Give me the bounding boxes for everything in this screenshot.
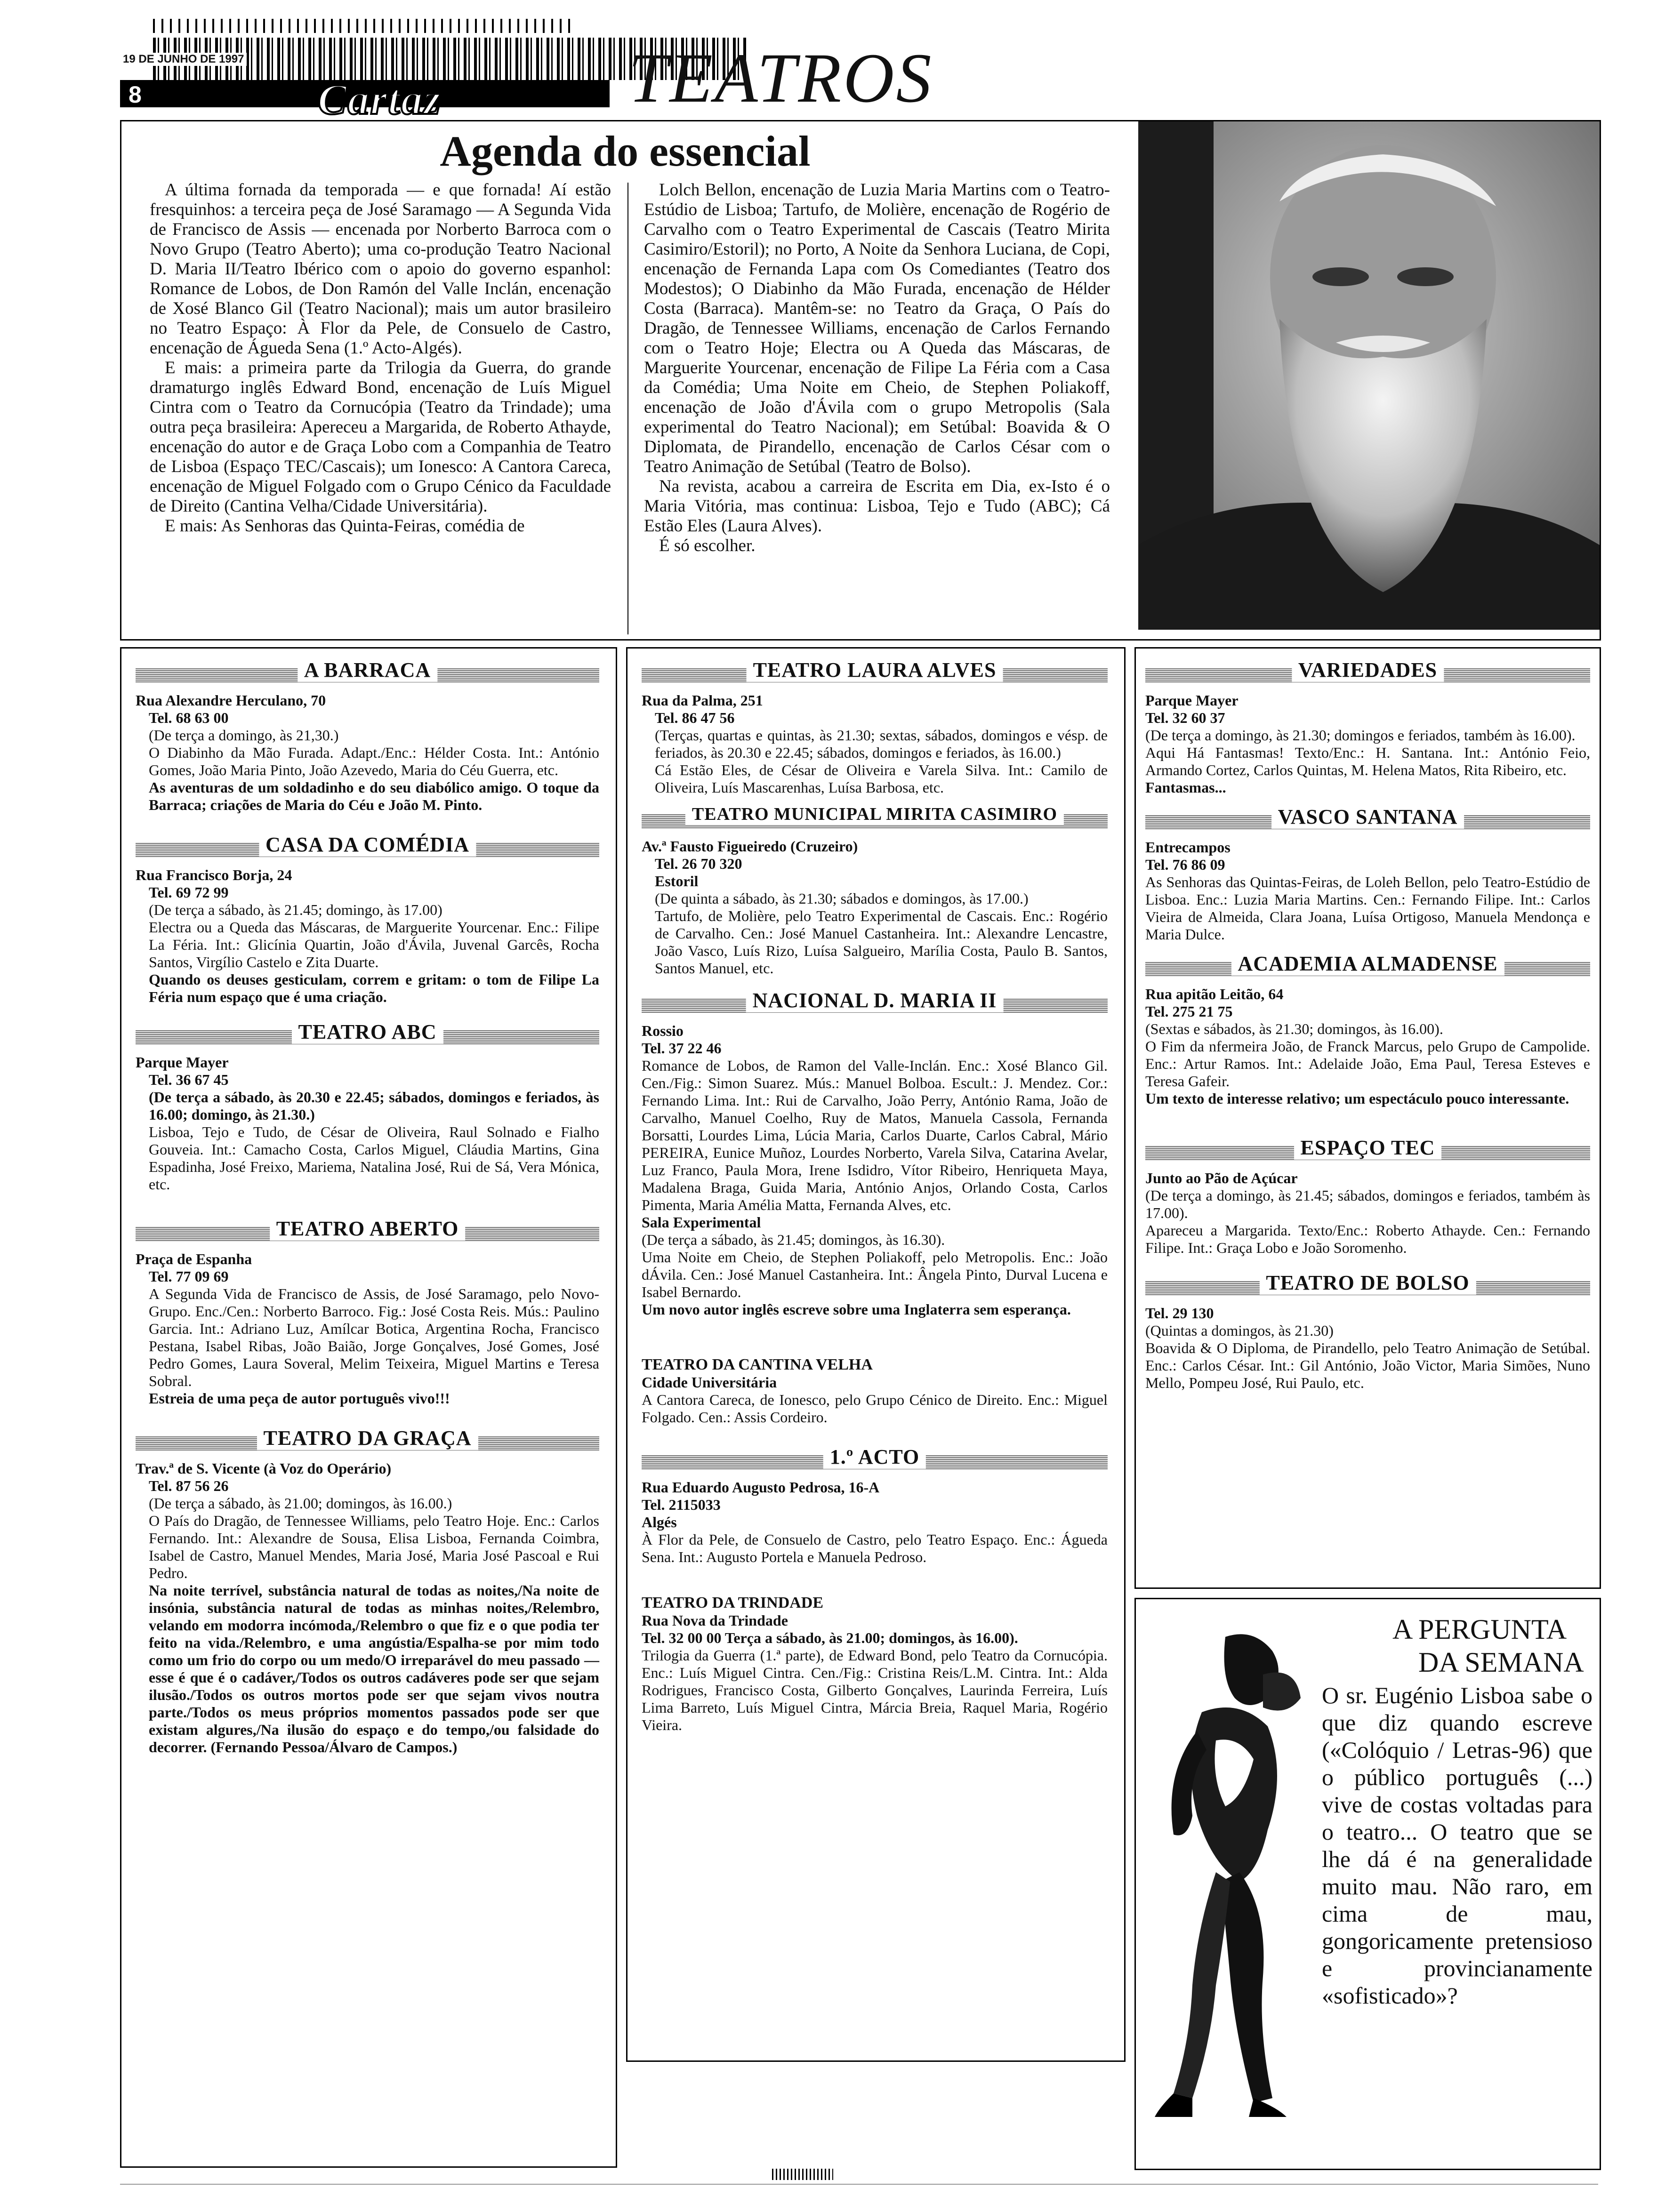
critic-note: Estreia de uma peça de autor português vivo!!!	[149, 1390, 450, 1407]
play-info: O Diabinho da Mão Furada. Adapt./Enc.: Hélder Costa. Int.: António Gomes, João Maria Pinto, João Azevedo, Maria do Céu Guerra, etc.	[149, 744, 599, 778]
venue-phone: Tel. 29 130	[1145, 1305, 1214, 1322]
venue-address: Trav.ª de S. Vicente (à Voz do Operário)	[136, 1460, 392, 1477]
listing-column-right	[1134, 647, 1601, 1589]
column-divider	[627, 183, 628, 634]
venue-header	[642, 658, 1108, 688]
listing-column-left	[120, 647, 617, 2168]
play-info: Romance de Lobos, de Ramon del Valle-Inclán. Enc.: Xosé Blanco Gil. Cen./Fig.: Simon Suarez. Mús.: Manuel Bolboa. Escult.: J. Mendez. Cor.: Fernando Lima. Int.: Rui de Carvalho, João Perry, António Rama, João de Carvalho, Manuel Coelho, Ruy de Matos, Manuela Cassola, Fernanda Borsatti, Lourdes Lima, Lúcia Maria, Carlos Duarte, Carlos Cabral, Mário PEREIRA, Eunice Muñoz, Lourdes Norberto, Varela Silva, Catarina Avelar, Luz Franco, Paula Mora, Irene Isdidro, Vítor Ribeiro, Henriqueta Maya, Madalena Braga, Guida Maria, António Anjos, Orlando Costa, Carlos Pimenta, Maria Amélia Matta, Fernanda Alves, etc.	[642, 1057, 1108, 1213]
author-portrait-photo	[1138, 121, 1600, 630]
venue-header	[1145, 1136, 1590, 1166]
play-info: Aqui Há Fantasmas! Texto/Enc.: H. Santana. Int.: António Feio, Armando Cortez, Carlos Quintas, M. Helena Matos, Rita Ribeiro, etc.	[1145, 744, 1590, 778]
play-info: As Senhoras das Quintas-Feiras, de Loleh Bellon, pelo Teatro-Estúdio de Lisboa. Enc.: Luzia Maria Martins. Cen.: Fernando Filipe. Int.: Carlos Vieira de Almeida, Clara Joana, Luísa Ortigoso, Manuela Mendonça e Maria Dulce.	[1145, 874, 1590, 943]
paragraph: Lolch Bellon, encenação de Luzia Maria Martins com o Teatro-Estúdio de Lisboa; Tartufo, de Molière, encenação de Rogério de Carvalho com o Teatro Experimental de Cascais (Teatro Mirita Casimiro/Estoril); no Porto, A Noite da Senhora Luciana, de Copi, encenação de Fernanda Lapa com Os Comediantes (Teatro dos Modestos); O Diabinho da Mão Furada, encenação de Hélder Costa (Barraca). Mantêm-se: no Teatro da Graça, O País do Dragão, de Tennessee Williams, encenação de Carlos Fernando com o Teatro Hoje; Electra ou A Queda das Máscaras, de Marguerite Yourcenar, encenação de Filipe La Féria com a Casa da Comédia; Uma Noite em Cheio, de Stephen Poliakoff, encenação de João d'Ávila com o grupo Metropolis (Sala experimental do Teatro Nacional); em Setúbal: Boavida & O Diplomata, de Pirandello, encenação de Carlos César com o Teatro Animação de Setúbal (Teatro de Bolso).	[644, 180, 1110, 476]
critic-note: Quando os deuses gesticulam, correm e gritam: o tom de Filipe La Féria num espaço que é uma criação.	[149, 971, 599, 1005]
question-title-line2: DA SEMANA	[1418, 1647, 1584, 1678]
play-info: Boavida & O Diploma, de Pirandello, pelo Teatro Animação de Setúbal. Enc.: Carlos César. Int.: Gil António, João Victor, Maria Simões, Nuno Mello, Pompeu José, Rui Paulo, etc.	[1145, 1339, 1590, 1391]
cartaz-logo: Cartaz	[318, 75, 442, 123]
play-info: A Segunda Vida de Francisco de Assis, de José Saramago, pelo Novo-Grupo. Enc./Cen.: Norberto Barroco. Fig.: José Costa Reis. Mús.: Paulino Garcia. Int.: Adriano Luz, Amílcar Botica, Argentina Rocha, Francisco Pestana, Isabel Ribas, João Baião, Jorge Gonçalves, José Gomes, José Pedro Gomes, Laura Soveral, Melim Teixeira, Miguel Martins e Teresa Sobral.	[149, 1285, 599, 1389]
venue-city: Algés	[642, 1514, 677, 1531]
play-info: Lisboa, Tejo e Tudo, de César de Oliveira, Raul Solnado e Fialho Gouveia. Int.: Camacho Costa, Carlos Miguel, Cláudia Martins, Gina Espadinha, José Freixo, Mariema, Natalina José, Rui de Sá, Vera Mónica, etc.	[149, 1123, 599, 1193]
venue-phone: Tel. 275 21 75	[1145, 1003, 1233, 1020]
venue-header	[642, 988, 1108, 1018]
venue-phone: Tel. 86 47 56	[655, 709, 735, 726]
critic-note: Um novo autor inglês escreve sobre uma Inglaterra sem esperança.	[642, 1301, 1071, 1318]
critic-note: Um texto de interesse relativo; um espectáculo pouco interessante.	[1145, 1090, 1569, 1107]
critic-note: As aventuras de um soldadinho e do seu diabólico amigo. O toque da Barraca; criações de Maria do Céu e João M. Pinto.	[149, 779, 599, 813]
venue-name: TEATRO DA GRAÇA	[257, 1426, 478, 1450]
venue-hours: (Terças, quartas e quintas, às 21.30; sextas, sábados, domingos e vésp. de feriados, às 20.30 e 22.45; sábados, domingos e feriados, às 16.00.)	[655, 727, 1108, 761]
question-title-line1: A PERGUNTA	[1392, 1614, 1567, 1645]
venue-hours: (Quintas a domingos, às 21.30)	[1145, 1322, 1334, 1339]
venue-name: A BARRACA	[298, 658, 437, 682]
article-headline: Agenda do essencial	[440, 127, 811, 175]
venue-header	[136, 833, 599, 863]
venue-address: Cidade Universitária	[642, 1374, 777, 1391]
venue-header	[1145, 1271, 1590, 1301]
venue-address: Entrecampos	[1145, 839, 1231, 856]
paragraph: E mais: As Senhoras das Quinta-Feiras, comédia de	[165, 516, 525, 536]
venue-name: ESPAÇO TEC	[1294, 1136, 1442, 1160]
venue-name: TEATRO ABC	[291, 1020, 443, 1044]
article-column-2	[644, 180, 1110, 556]
critic-note: Na noite terrível, substância natural de todas as noites,/Na noite de insónia, substância natural de todas as minhas noites,/Relembro, velando em modorra incómoda,/Relembro o que fiz e o que podia ter feito na vida./Relembro, e uma angústia/Espalha-se por mim todo como um frio do corpo ou um medo/O irreparável do meu passado — esse é que é o cadáver,/Todos os outros cadáveres pode ser que sejam ilusão./Todos os outros mortos pode ser que sejam vivos noutra parte./Todos os meus próprios momentos passados pode ser que existam algures,/Na ilusão do espaço e do tempo,/ou falsidade do decorrer. (Fernando Pessoa/Álvaro de Campos.)	[149, 1582, 599, 1755]
venue-phone: Tel. 36 67 45	[149, 1071, 229, 1088]
venue-name: TEATRO DE BOLSO	[1259, 1271, 1476, 1295]
masthead-pattern	[153, 19, 577, 33]
venue-hours: (De terça a sábado, às 21.00; domingos, às 16.00.)	[149, 1495, 452, 1512]
venue-address: Praça de Espanha	[136, 1250, 252, 1267]
venue-phone: Tel. 2115033	[642, 1496, 721, 1513]
venue-address: Rua da Palma, 251	[642, 692, 763, 709]
venue-name: TEATRO LAURA ALVES	[747, 658, 1003, 682]
paragraph: É só escolher.	[659, 536, 756, 555]
sala-play-info: Uma Noite em Cheio, de Stephen Poliakoff, pelo Metropolis. Enc.: João dÁvila. Cen.: José Manuel Castanheira. Int.: Ângela Pinto, Durval Lucena e Isabel Bernardo.	[642, 1249, 1108, 1300]
venue-name: ACADEMIA ALMADENSE	[1231, 952, 1504, 976]
footer-ornament	[772, 2169, 833, 2180]
question-of-the-week	[1134, 1598, 1601, 2170]
venue-hours: (De terça a domingo, às 21,30.)	[149, 727, 339, 744]
venue-hours: (De terça a domingo, às 21.45; sábados, domingos e feriados, também às 17.00).	[1145, 1187, 1590, 1221]
venue-phone: Tel. 26 70 320	[655, 855, 742, 872]
venue-phone: Tel. 32 60 37	[1145, 709, 1225, 726]
question-text: O sr. Eugénio Lisboa sabe o que diz quando escreve («Colóquio / Letras-96) que o público português (...) vive de costas voltadas para o teatro... O teatro que se lhe dá é na generalidade muito mau. Não raro, em cima de mau, gongoricamente pretensioso e provincianamente «sofisticado»?	[1322, 1682, 1593, 2009]
venue-header	[1145, 805, 1590, 835]
venue-address: Junto ao Pão de Açúcar	[1145, 1170, 1298, 1186]
play-info: O Fim da nfermeira João, de Franck Marcus, pelo Grupo de Campolide. Enc.: Artur Ramos. Int.: Adelaide João, Ema Paul, Teresa Esteves e Teresa Gafeir.	[1145, 1038, 1590, 1090]
venue-name: TEATRO ABERTO	[270, 1217, 466, 1241]
venue-name: NACIONAL D. MARIA II	[746, 988, 1004, 1012]
sala-name: Sala Experimental	[642, 1214, 761, 1231]
sala-hours: (De terça a sábado, às 21.45; domingos, às 16.30).	[642, 1231, 945, 1248]
venue-address: Parque Mayer	[1145, 692, 1239, 709]
listing-stack	[136, 653, 599, 1756]
masked-figure-illustration	[1145, 1618, 1315, 2126]
paragraph: A última fornada da temporada — e que fornada! Aí estão fresquinhos: a terceira peça de José Saramago — A Segunda Vida de Francisco de Assis — encenada por Norberto Barroca com o Novo Grupo (Teatro Aberto); uma co-produção Teatro Nacional D. Maria II/Teatro Ibérico com o apoio do governo espanhol: Romance de Lobos, de Don Ramón del Valle Inclán, encenação de Xosé Blanco Gil (Teatro Nacional); mais um autor brasileiro no Teatro Espaço: À Flor da Pele, de Consuelo de Castro, encenação de Águeda Sena (1.º Acto-Algés).	[150, 180, 611, 358]
venue-phone: Tel. 37 22 46	[642, 1040, 722, 1057]
venue-hours: (De terça a sábado, às 21.45; domingo, às 17.00)	[149, 901, 442, 918]
page-number: 8	[129, 81, 142, 108]
venue-hours: (Sextas e sábados, às 21.30; domingos, às 16.00).	[1145, 1020, 1443, 1037]
listing-column-middle	[626, 647, 1126, 2062]
venue-header	[136, 1426, 599, 1456]
venue-header	[136, 1217, 599, 1247]
venue-address: Rua apitão Leitão, 64	[1145, 986, 1284, 1002]
play-info: Trilogia da Guerra (1.ª parte), de Edward Bond, pelo Teatro da Cornucópia. Enc.: Luís Miguel Cintra. Cen./Fig.: Cristina Reis/L.M. Cintra. Int.: Alda Rodrigues, Francisco Costa, Gilberto Gonçalves, Laurinda Ferreira, Luís Lima Barreto, Luís Miguel Cintra, Márcia Breia, Raquel Maria, Rogério Vieira.	[642, 1647, 1108, 1733]
venue-phone: Tel. 68 63 00	[149, 709, 229, 726]
venue-name: CASA DA COMÉDIA	[259, 833, 476, 857]
venue-phone: Tel. 69 72 99	[149, 884, 229, 901]
listing-stack	[642, 653, 1108, 1734]
venue-address: Rossio	[642, 1022, 684, 1039]
venue-name: TEATRO DA CANTINA VELHA	[642, 1356, 873, 1373]
venue-header	[642, 804, 1108, 834]
venue-phone-hours: Tel. 32 00 00 Terça a sábado, às 21.00; domingos, às 16.00).	[642, 1629, 1018, 1646]
listing-stack	[1145, 653, 1590, 1392]
footer-rule	[120, 2184, 1598, 2185]
play-info: À Flor da Pele, de Consuelo de Castro, pelo Teatro Espaço. Enc.: Águeda Sena. Int.: Augusto Portela e Manuela Pedroso.	[642, 1531, 1108, 1565]
venue-header	[136, 1020, 599, 1050]
venue-phone: Tel. 87 56 26	[149, 1477, 229, 1494]
venue-phone: Tel. 76 86 09	[1145, 856, 1225, 873]
play-info: A Cantora Careca, de Ionesco, pelo Grupo Cénico de Direito. Enc.: Miguel Folgado. Cen.: Assis Cordeiro.	[642, 1391, 1108, 1426]
venue-address: Rua Alexandre Herculano, 70	[136, 692, 326, 709]
venue-hours: (De terça a sábado, às 20.30 e 22.45; sábados, domingos e feriados, às 16.00; domingo, às 21.30.)	[149, 1089, 599, 1123]
venue-phone: Tel. 77 09 69	[149, 1268, 229, 1285]
venue-address: Av.ª Fausto Figueiredo (Cruzeiro)	[642, 838, 858, 855]
agenda-article	[120, 120, 1601, 641]
venue-header	[1145, 658, 1590, 688]
venue-name: TEATRO MUNICIPAL MIRITA CASIMIRO	[685, 804, 1064, 825]
venue-hours: (De quinta a sábado, às 21.30; sábados e domingos, às 17.00.)	[655, 890, 1029, 907]
venue-address: Rua Francisco Borja, 24	[136, 866, 292, 883]
paragraph: E mais: a primeira parte da Trilogia da Guerra, do grande dramaturgo inglês Edward Bond, encenação de Luís Miguel Cintra com o Teatro da Cornucópia (Teatro da Trindade); uma outra peça brasileira: Apereceu a Margarida, de Roberto Athayde, encenação do autor e de Graça Lobo com a Companhia de Teatro de Lisboa (Espaço TEC/Cascais); um Ionesco: A Cantora Careca, encenação de Miguel Folgado com o Grupo Cénico da Faculdade de Direito (Cantina Velha/Cidade Universitária).	[150, 358, 611, 516]
venue-header	[1145, 952, 1590, 982]
play-info: Apareceu a Margarida. Texto/Enc.: Roberto Athayde. Cen.: Fernando Filipe. Int.: Graça Lobo e João Soromenho.	[1145, 1222, 1590, 1256]
venue-header	[136, 658, 599, 688]
venue-address: Parque Mayer	[136, 1054, 229, 1071]
paragraph: Na revista, acabou a carreira de Escrita em Dia, ex-Isto é o Maria Vitória, mas continua: Lisboa, Tejo e Tudo (ABC); Cá Estão Eles (Laura Alves).	[644, 477, 1110, 536]
section-title: TEATROS	[628, 39, 933, 117]
venue-name: TEATRO DA TRINDADE	[642, 1594, 824, 1611]
play-info: Cá Estão Eles, de César de Oliveira e Varela Silva. Int.: Camilo de Oliveira, Luís Mascarenhas, Luísa Barbosa, etc.	[655, 761, 1108, 796]
masthead	[120, 19, 933, 123]
article-column-1	[150, 180, 611, 536]
play-info: Tartufo, de Molière, pelo Teatro Experimental de Cascais. Enc.: Rogério de Carvalho. Cen.: José Manuel Castanheira. Int.: Alexandre Lencastre, João Vasco, Luís Rizo, Luísa Salgueiro, Marília Costa, Paulo B. Santos, Santos Manuel, etc.	[655, 907, 1108, 977]
issue-date: 19 DE JUNHO DE 1997	[120, 53, 247, 66]
venue-name: 1.º ACTO	[823, 1445, 926, 1469]
venue-hours: (De terça a domingo, às 21.30; domingos e feriados, também às 16.00).	[1145, 727, 1576, 744]
venue-city: Estoril	[655, 873, 699, 890]
venue-name: VARIEDADES	[1292, 658, 1444, 682]
play-info: O País do Dragão, de Tennessee Williams, pelo Teatro Hoje. Enc.: Carlos Fernando. Int.: Alexandre de Sousa, Elisa Lisboa, Fernanda Coimbra, Isabel de Castro, Manuel Mendes, Maria José, Maria José Pascoal e Rui Pedro.	[149, 1512, 599, 1581]
venue-name: VASCO SANTANA	[1271, 805, 1464, 829]
venue-header	[642, 1445, 1108, 1475]
critic-note: Fantasmas...	[1145, 779, 1226, 796]
play-info: Electra ou a Queda das Máscaras, de Marguerite Yourcenar. Enc.: Filipe La Féria. Int.: Glicínia Quartin, João d'Ávila, Juvenal Garcês, Rocha Santos, Virgílio Castelo e Zita Duarte.	[149, 919, 599, 970]
venue-address: Rua Nova da Trindade	[642, 1612, 788, 1629]
venue-address: Rua Eduardo Augusto Pedrosa, 16-A	[642, 1479, 880, 1496]
